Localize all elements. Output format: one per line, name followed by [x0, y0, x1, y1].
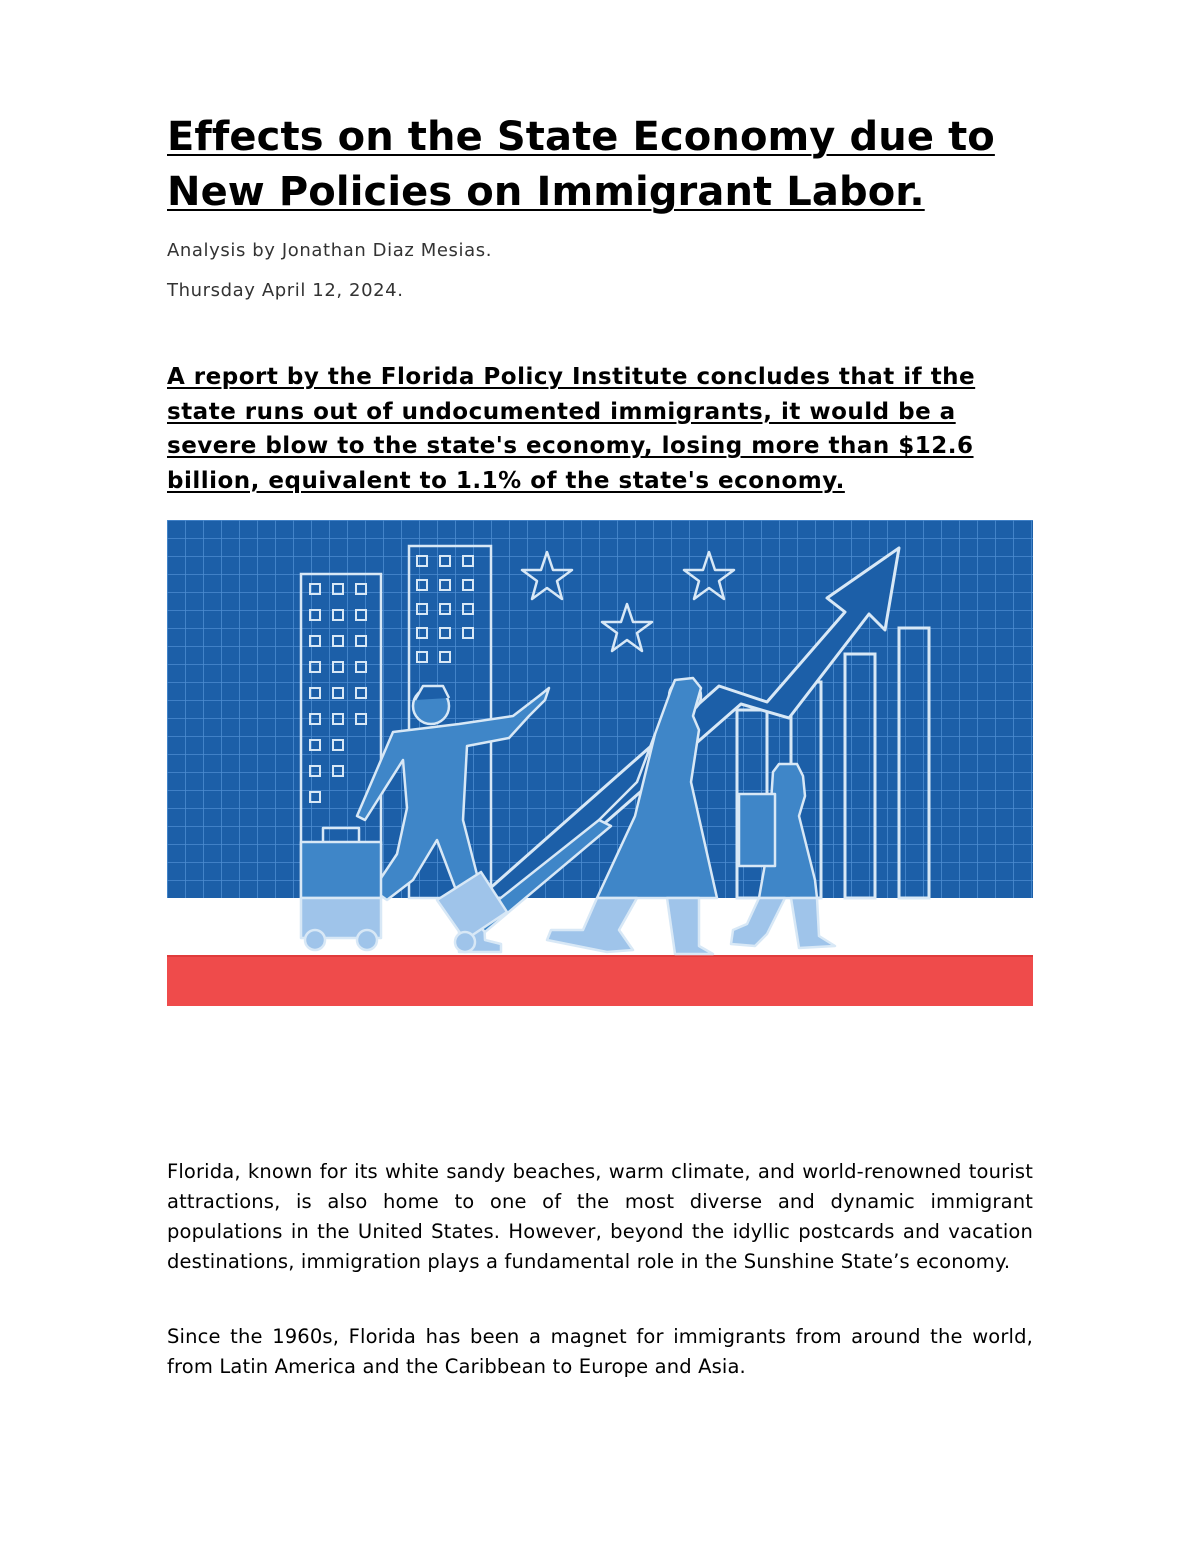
publish-date: Thursday April 12, 2024. — [167, 280, 404, 301]
red-band — [167, 956, 1033, 1006]
article — [167, 110, 1033, 1006]
article-lede: A report by the Florida Policy Institute concludes that if the state runs out of undocumented immigrants, it would be a severe blow to the state's economy, losing more than $12.6 billion, equivalent to 1.1% of the state's economy. — [167, 364, 976, 494]
paragraph-1: Florida, known for its white sandy beaches, warm climate, and world-renowned tourist attractions, is also home to one of the most diverse and dynamic immigrant populations in the United States. However, beyond the idyllic postcards and vacation destinations, immigration plays a fundamental role in the Sunshine State’s economy. — [167, 1160, 1033, 1273]
article-title: Effects on the State Economy due to New Policies on Immigrant Labor. — [167, 114, 995, 215]
immigration-economy-illustration — [167, 520, 1033, 1006]
byline: Analysis by Jonathan Diaz Mesias. — [167, 240, 493, 261]
paragraph-2: Since the 1960s, Florida has been a magnet for immigrants from around the world, from Latin America and the Caribbean to Europe and Asia. — [167, 1325, 1033, 1378]
